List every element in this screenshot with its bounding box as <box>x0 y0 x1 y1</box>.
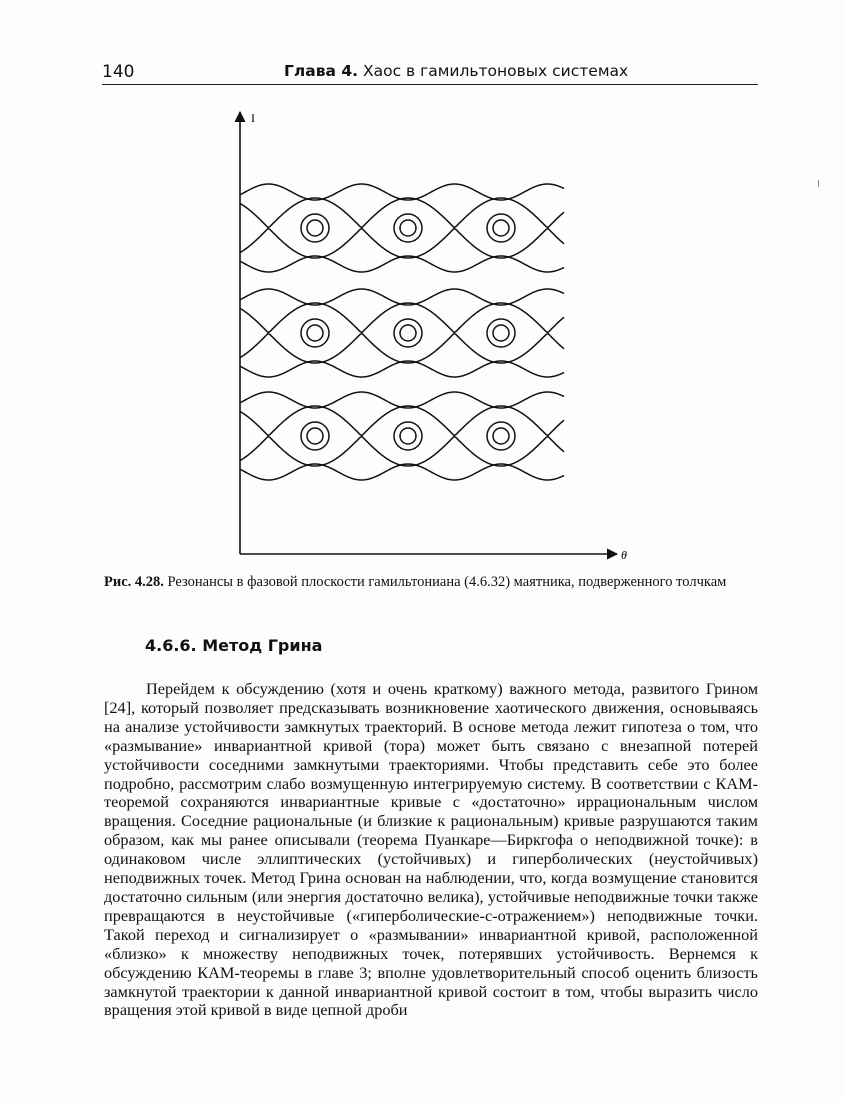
page-number: 140 <box>102 62 135 82</box>
x-axis-label: θ <box>621 548 627 562</box>
running-header <box>102 58 758 85</box>
phase-plane-figure <box>225 108 645 568</box>
outer-curve-bottom <box>240 361 564 377</box>
section-heading: 4.6.6. Метод Грина <box>145 636 323 655</box>
island-orbit-inner <box>493 220 509 236</box>
outer-curve-bottom <box>240 464 564 480</box>
island-orbit-outer <box>301 319 329 347</box>
scan-artifact <box>818 180 819 187</box>
island-orbit-outer <box>487 422 515 450</box>
y-axis-label: I <box>251 111 255 125</box>
island-orbit-outer <box>394 214 422 242</box>
chapter-label: Глава 4. <box>284 62 359 80</box>
island-orbit-inner <box>400 220 416 236</box>
island-orbit-outer <box>394 319 422 347</box>
body-paragraph: Перейдем к обсуждению (хотя и очень краткому) важного метода, развитого Грином [24], который позволяет предсказывать возникновение хаотического движения, основываясь на анализе устойчивости замкнутых траекторий. В основе метода лежит гипотеза о том, что «размывание» инвариантной кривой (тора) может быть связано с внезапной потерей устойчивости соседними замкнутыми траекториями. Чтобы представить себе это более подробно, рассмотрим слабо возмущенную интегрируемую систему. В соответствии с КАМ-теоремой сохраняются инвариантные кривые с «достаточно» иррациональным числом вращения. Соседние рациональные (и близкие к рациональным) кривые разрушаются таким образом, как мы ранее описывали (теорема Пуанкаре—Биркгофа о неподвижной точке): в одинаковом числе эллиптических (устойчивых) и гиперболических (неустойчивых) неподвижных точек. Метод Грина основан на наблюдении, что, когда возмущение становится достаточно сильным (или энергия достаточно велика), устойчивые неподвижные точки также превращаются в неустойчивые («гиперболические-с-отражением») неподвижные точки. Такой переход и сигнализирует о «размывании» инвариантной кривой, расположенной «близко» к множеству неподвижных точек, потерявших устойчивость. Вернемся к обсуждению КАМ-теоремы в главе 3; вполне удовлетворительный способ оценить близость замкнутой траектории к данной инвариантной кривой состоит в том, чтобы выразить число вращения этой кривой в виде цепной дроби <box>104 679 758 1020</box>
island-orbit-outer <box>301 422 329 450</box>
outer-curve-bottom <box>240 256 564 272</box>
outer-curve-top <box>240 392 564 408</box>
island-orbit-outer <box>394 422 422 450</box>
running-title <box>284 62 628 80</box>
island-orbit-inner <box>400 428 416 444</box>
island-orbit-inner <box>400 325 416 341</box>
island-orbit-inner <box>307 220 323 236</box>
island-orbit-outer <box>487 214 515 242</box>
island-orbit-inner <box>493 325 509 341</box>
outer-curve-top <box>240 289 564 305</box>
caption-label: Рис. 4.28. <box>104 574 164 590</box>
chapter-title: Хаос в гамильтоновых системах <box>362 62 629 80</box>
caption-text: Резонансы в фазовой плоскости гамильтониана (4.6.32) маятника, подверженного толчкам <box>167 574 727 590</box>
island-orbit-outer <box>487 319 515 347</box>
island-orbit-inner <box>307 428 323 444</box>
figure-caption <box>104 574 759 591</box>
island-orbit-inner <box>493 428 509 444</box>
island-orbit-outer <box>301 214 329 242</box>
outer-curve-top <box>240 184 564 200</box>
island-orbit-inner <box>307 325 323 341</box>
